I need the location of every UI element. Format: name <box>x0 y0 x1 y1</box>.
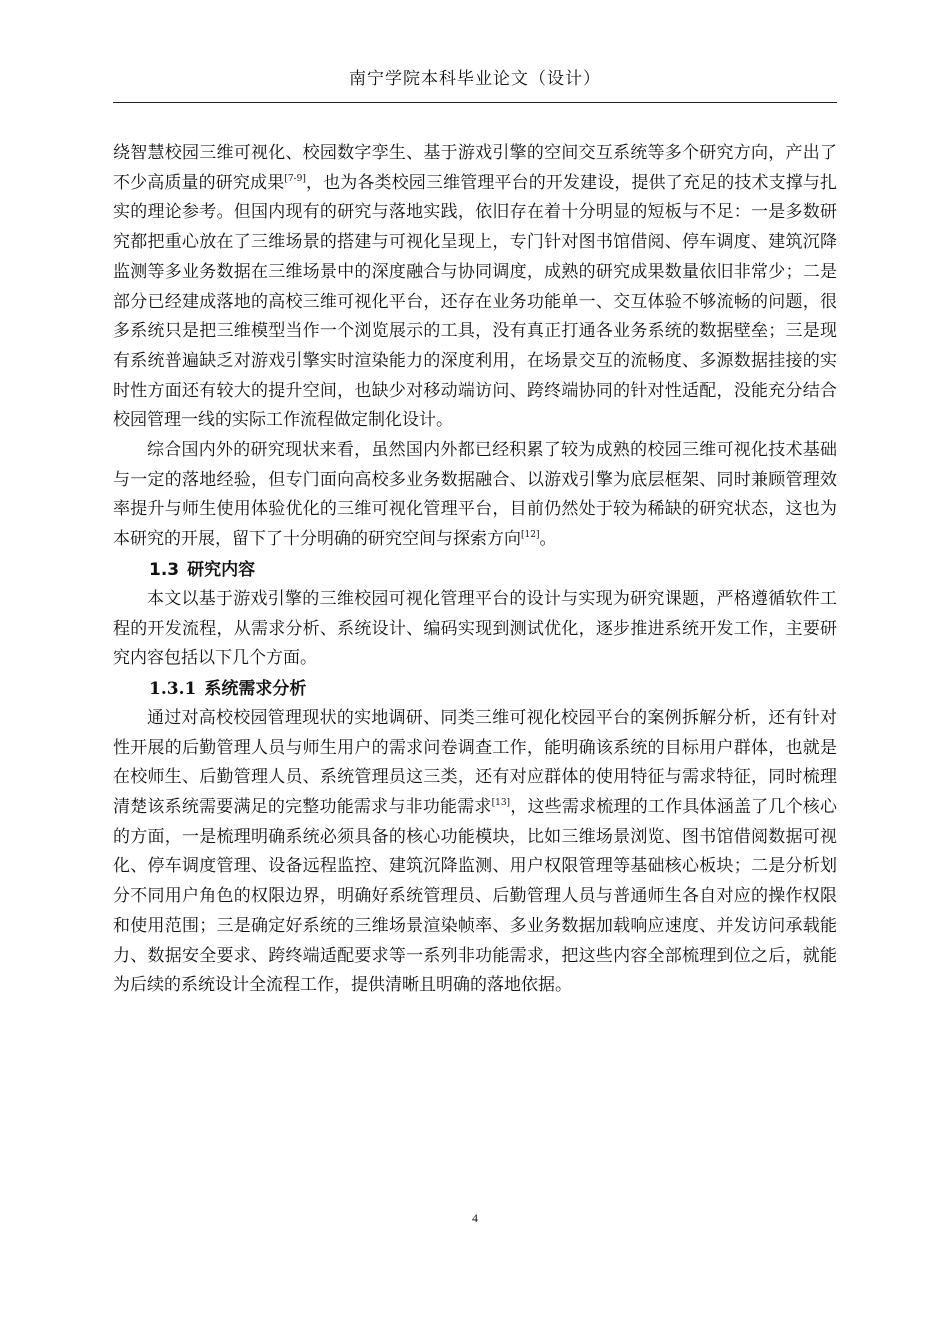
citation: [7-9] <box>284 173 306 184</box>
paragraph-text: 通过对高校校园管理现状的实地调研、同类三维可视化校园平台的案例拆解分析，还有针对性开展的后勤管理人员与师生用户的需求问卷调查工作，能明确该系统的目标用户群体，也就是在校师生、后勤管理人员、系统管理员这三类，还有对应群体的使用特征与需求特征，同时梳理清楚该系统需要满足的完整功能需求与非功能需求 <box>113 707 837 818</box>
section-number: 1.3 <box>149 559 180 580</box>
paragraph-text: 。 <box>539 529 557 550</box>
citation: [13] <box>491 798 511 809</box>
page-body <box>113 139 837 1001</box>
paragraph-text: ，这些需求梳理的工作具体涵盖了几个核心的方面，一是梳理明确系统必须具备的核心功能模块，比如三维场景浏览、图书馆借阅数据可视化、停车调度管理、设备远程监控、建筑沉降监测、用户权限管理等基础核心板块；二是分析划分不同用户角色的权限边界，明确好系统管理员、后勤管理人员与普通师生各自对应的操作权限和使用范围；三是确定好系统的三维场景渲染帧率、多业务数据加载响应速度、并发访问承载能力、数据安全要求、跨终端适配要求等一系列非功能需求，把这些内容全部梳理到位之后，就能为后续的系统设计全流程工作，提供清晰且明确的落地依据。 <box>113 797 838 996</box>
section-heading-1-3 <box>113 555 837 585</box>
subsection-number: 1.3.1 <box>149 678 197 699</box>
paragraph-research-content <box>113 585 837 674</box>
running-header <box>113 66 837 103</box>
paragraph-text: 绕智慧校园三维可视化、校园数字孪生、基于游戏引擎的空间交互系统等多个研究方向，产出了不少高质量的研究成果 <box>113 143 837 193</box>
paragraph-text: 本文以基于游戏引擎的三维校园可视化管理平台的设计与实现为研究课题，严格遵循软件工程的开发流程，从需求分析、系统设计、编码实现到测试优化，逐步推进系统开发工作，主要研究内容包括以下几个方面。 <box>113 588 837 669</box>
subsection-heading-1-3-1 <box>113 674 837 704</box>
citation: [12] <box>521 530 540 541</box>
subsection-title: 系统需求分析 <box>204 678 307 699</box>
paragraph-requirements <box>113 704 837 1001</box>
running-header-title: 南宁学院本科毕业论文（设计） <box>349 69 601 89</box>
section-title: 研究内容 <box>187 559 256 580</box>
paragraph-text: 综合国内外的研究现状来看，虽然国内外都已经积累了较为成熟的校园三维可视化技术基础与一定的落地经验，但专门面向高校多业务数据融合、以游戏引擎为底层框架、同时兼顾管理效率提升与师生使用体验优化的三维可视化管理平台，目前仍然处于较为稀缺的研究状态，这也为本研究的开展，留下了十分明确的研究空间与探索方向 <box>113 440 837 550</box>
paragraph-research-gaps <box>113 139 837 436</box>
paragraph-text: ，也为各类校园三维管理平台的开发建设，提供了充足的技术支撑与扎实的理论参考。但国内现有的研究与落地实践，依旧存在着十分明显的短板与不足：一是多数研究都把重心放在了三维场景的搭建与可视化呈现上，专门针对图书馆借阅、停车调度、建筑沉降监测等多业务数据在三维场景中的深度融合与协同调度，成熟的研究成果数量依旧非常少；二是部分已经建成落地的高校三维可视化平台，还存在业务功能单一、交互体验不够流畅的问题，很多系统只是把三维模型当作一个浏览展示的工具，没有真正打通各业务系统的数据壁垒；三是现有系统普遍缺乏对游戏引擎实时渲染能力的深度利用，在场景交互的流畅度、多源数据挂接的实时性方面还有较大的提升空间，也缺少对移动端访问、跨终端协同的针对性适配，没能充分结合校园管理一线的实际工作流程做定制化设计。 <box>113 172 838 431</box>
paragraph-summary <box>113 436 837 555</box>
page-number: 4 <box>472 1211 478 1225</box>
